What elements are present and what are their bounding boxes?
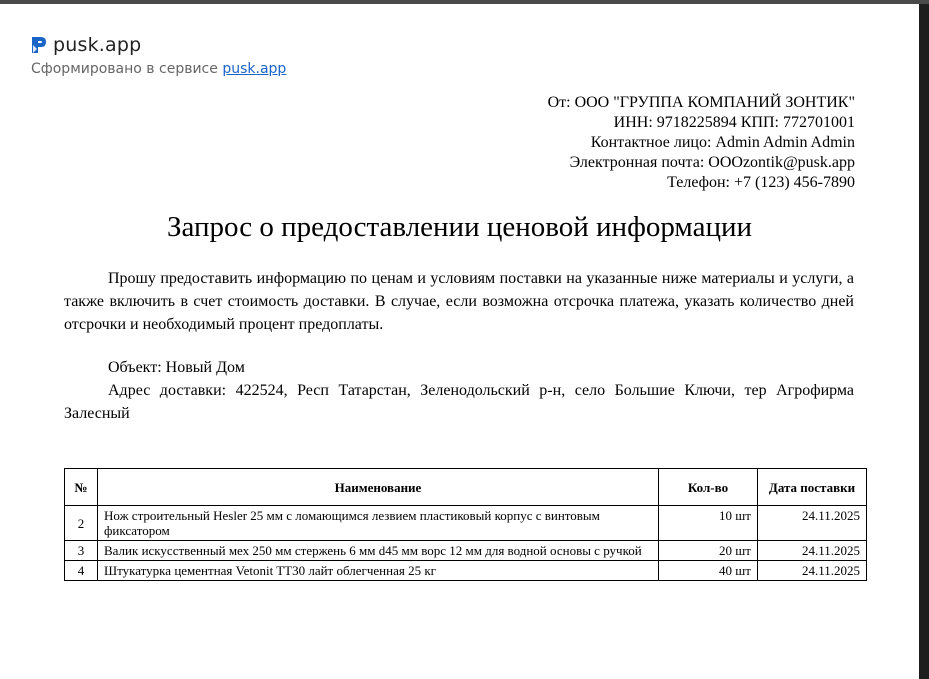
row-name: Валик искусственный мех 250 мм стержень 6 мм d45 мм ворс 12 мм для водной основы с ручкой [98, 541, 659, 561]
row-qty: 10 шт [659, 506, 758, 541]
items-table [64, 468, 867, 581]
table-row [65, 541, 867, 561]
sender-block [548, 93, 855, 193]
scrollbar-track[interactable] [919, 4, 929, 679]
row-name: Нож строительный Hesler 25 мм с ломающимся лезвием пластиковый корпус с винтовым фиксатором [98, 506, 659, 541]
row-date: 24.11.2025 [758, 561, 867, 581]
sender-inn-kpp: ИНН: 9718225894 КПП: 772701001 [613, 114, 855, 131]
table-header-row [65, 469, 867, 506]
row-date: 24.11.2025 [758, 541, 867, 561]
address-line: Адрес доставки: 422524, Респ Татарстан, Зеленодольский р-н, село Большие Ключи, тер Агрофирма Залесный [64, 382, 854, 422]
row-qty: 20 шт [659, 541, 758, 561]
window-top-border [0, 0, 929, 4]
document-title: Запрос о предоставлении ценовой информации [167, 211, 752, 243]
row-num: 4 [65, 561, 98, 581]
table-row [65, 506, 867, 541]
header-name: Наименование [98, 469, 659, 506]
brand-logo [30, 34, 141, 56]
header-date: Дата поставки [758, 469, 867, 506]
row-qty: 40 шт [659, 561, 758, 581]
sender-email: Электронная почта: OOOzontik@pusk.app [569, 154, 855, 171]
request-paragraph: Прошу предоставить информацию по ценам и условиям поставки на указанные ниже материалы и услуги, а также включить в счет стоимость доставки. В случае, если возможна отсрочка платежа, указать количество дней отсрочки и необходимый процент предоплаты. [64, 270, 854, 333]
row-num: 2 [65, 506, 98, 541]
table-row [65, 561, 867, 581]
generated-note [31, 61, 286, 77]
pusk-logo-icon [30, 35, 48, 55]
object-line: Объект: Новый Дом [108, 359, 245, 376]
sender-contact: Контактное лицо: Admin Admin Admin [590, 134, 855, 151]
header-num: № [65, 469, 98, 506]
row-num: 3 [65, 541, 98, 561]
brand-link[interactable]: pusk.app [222, 61, 287, 77]
sender-from: От: ООО "ГРУППА КОМПАНИЙ ЗОНТИК" [547, 94, 855, 111]
brand-name: pusk.app [53, 34, 142, 56]
sender-phone: Телефон: +7 (123) 456-7890 [667, 174, 855, 191]
generated-prefix: Сформировано в сервисе [31, 61, 218, 77]
row-name: Штукатурка цементная Vetonit TT30 лайт облегченная 25 кг [98, 561, 659, 581]
row-date: 24.11.2025 [758, 506, 867, 541]
header-qty: Кол-во [659, 469, 758, 506]
